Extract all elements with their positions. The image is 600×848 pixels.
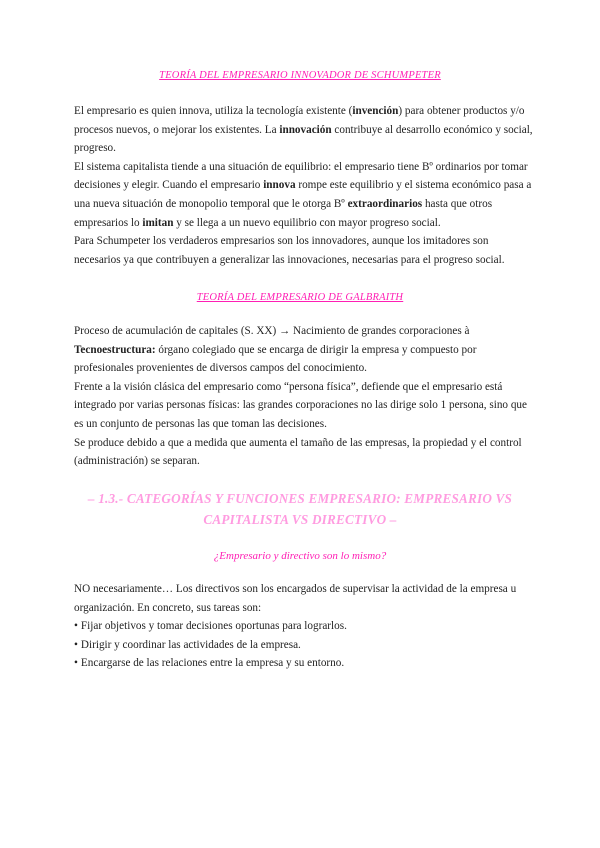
text-run: y se llega a un nuevo equilibrio con mayor progreso social. [173,216,441,229]
text-run: El empresario es quien innova, utiliza la tecnología existente ( [74,105,353,117]
bold-term-invencion: invención [352,105,399,117]
list-item [74,636,534,655]
text-run: hasta que otros empresarios lo [74,197,493,229]
heading-galbraith: TEORÍA DEL EMPRESARIO DE GALBRAITH [196,292,404,303]
text-run: El sistema capitalista tiende a una situación de equilibrio: el empresario tiene Bº ordinarios por tomar decisiones y elegir. Cuando el empresario [74,160,528,192]
bold-term-extraordinarios: extraordinarios [347,197,423,210]
schumpeter-paragraph-1 [74,102,534,158]
schumpeter-paragraph-2 [74,158,534,232]
schumpeter-section [74,102,534,269]
text-run: rompe este equilibrio y el sistema económico pasa a una nueva situación de monopolio temporal que le otorga Bº [74,179,532,210]
galbraith-paragraph-2 [74,341,534,378]
galbraith-section [74,322,534,471]
list-item [74,617,534,636]
list-item-text: Dirigir y coordinar las actividades de la empresa. [80,638,301,651]
list-item-text: Fijar objetivos y tomar decisiones oportunas para lograrlos. [80,620,347,633]
galbraith-paragraph-3: Frente a la visión clásica del empresario como “persona física”, defiende que el empresario está integrado por varias personas físicas: las grandes corporaciones no las dirige solo 1 persona, sino que es un conjunto de personas las que toman las decisiones. [74,380,527,430]
text-run: órgano colegiado que se encarga de dirigir la empresa y compuesto por profesionales provenientes de diversos campos del conocimiento. [74,343,477,375]
bullet-icon: • [74,638,78,651]
heading-schumpeter: TEORÍA DEL EMPRESARIO INNOVADOR DE SCHUMPETER [159,70,441,81]
bullet-icon: • [74,620,78,633]
text-run: contribuye al desarrollo económico y social, progreso. [74,123,533,155]
galbraith-paragraph-1: Proceso de acumulación de capitales (S. XX) → Nacimiento de grandes corporaciones à [74,325,470,337]
directivo-section [74,580,534,673]
bold-term-innovacion: innovación [279,123,332,136]
section-title: – 1.3.- CATEGORÍAS Y FUNCIONES EMPRESARIO: EMPRESARIO VS CAPITALISTA VS DIRECTIVO – [87,491,513,527]
directivo-intro: NO necesariamente… Los directivos son los encargados de supervisar la actividad de la empresa u organización. En concreto, sus tareas son: [74,583,517,614]
bold-term-imitan: imitan [142,216,174,229]
bold-term-tecnoestructura: Tecnoestructura: [74,343,156,356]
task-list [74,617,534,673]
text-run: ) para obtener productos y/o procesos nuevos, o mejorar los existentes. La [74,105,525,136]
galbraith-paragraph-4: Se produce debido a que a medida que aumenta el tamaño de las empresas, la propiedad y el control (administración) se separan. [74,436,522,468]
bullet-icon: • [74,657,78,670]
question-heading: ¿Empresario y directivo son lo mismo? [213,550,387,562]
list-item [74,654,534,673]
bold-term-innova: innova [263,179,296,192]
schumpeter-paragraph-3: Para Schumpeter los verdaderos empresarios son los innovadores, aunque los imitadores son necesarios ya que contribuyen a generalizar las innovaciones, necesarias para el progreso social. [74,235,505,266]
list-item-text: Encargarse de las relaciones entre la empresa y su entorno. [80,657,345,670]
